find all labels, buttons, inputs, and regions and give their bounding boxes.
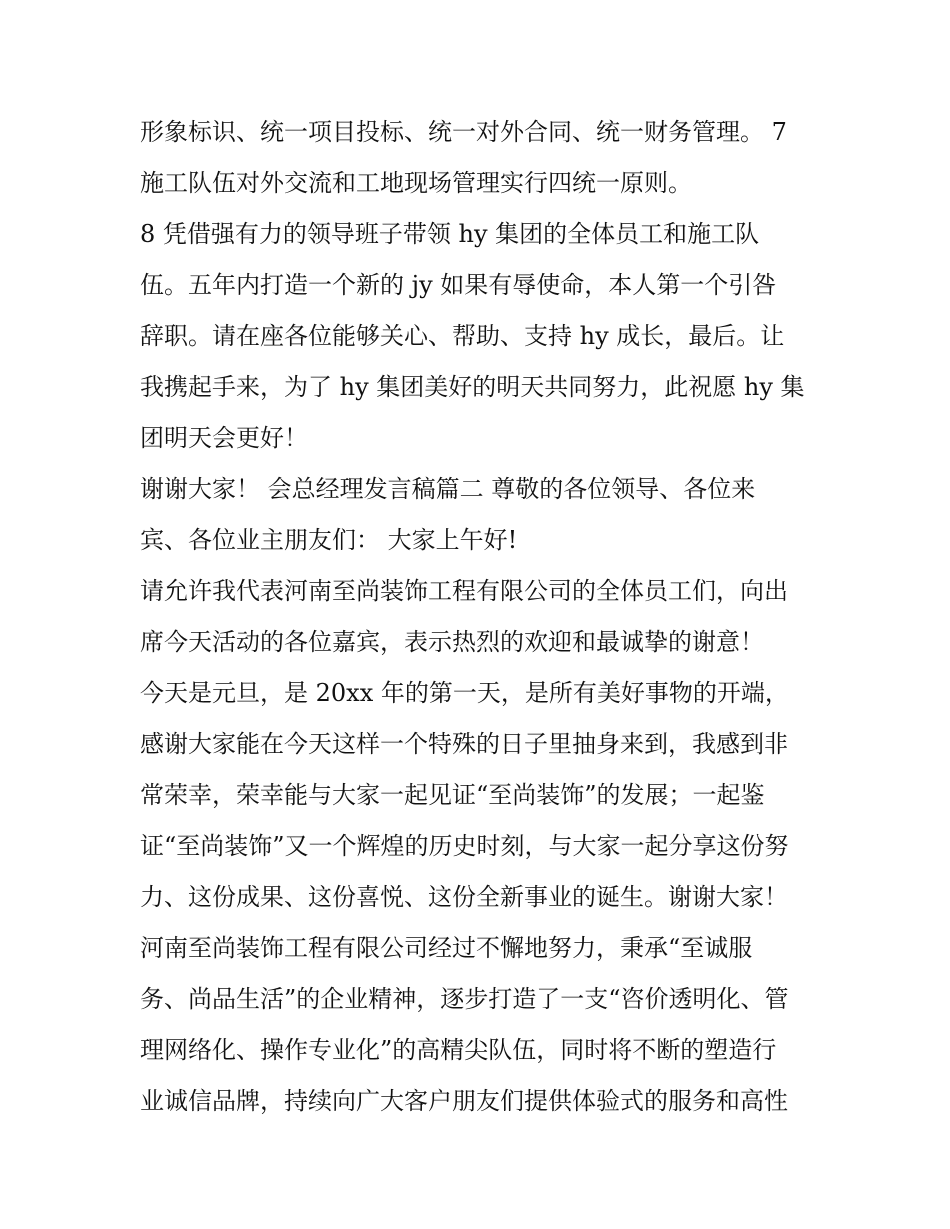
text-line: 感谢大家能在今天这样一个特殊的日子里抽身来到，我感到非 xyxy=(140,730,788,758)
text-line: 务、尚品生活”的企业精神，逐步打造了一支“咨价透明化、管 xyxy=(140,985,789,1013)
text-line: 8 凭借强有力的领导班子带领 hy 集团的全体员工和施工队 xyxy=(140,220,760,248)
text-line: 形象标识、统一项目投标、统一对外合同、统一财务管理。 7 xyxy=(140,118,787,146)
text-line: 请允许我代表河南至尚装饰工程有限公司的全体员工们，向出 xyxy=(140,577,788,605)
text-line: 业诚信品牌，持续向广大客户朋友们提供体验式的服务和高性 xyxy=(140,1087,788,1115)
text-line: 河南至尚装饰工程有限公司经过不懈地努力，秉承“至诚服 xyxy=(140,934,753,962)
text-line: 理网络化、操作专业化”的高精尖队伍，同时将不断的塑造行 xyxy=(140,1036,777,1064)
text-line: 谢谢大家！ 会总经理发言稿篇二 尊敬的各位领导、各位来 xyxy=(140,475,756,503)
body-text xyxy=(140,107,820,1127)
text-line: 施工队伍对外交流和工地现场管理实行四统一原则。 xyxy=(140,169,692,197)
text-line: 我携起手来，为了 hy 集团美好的明天共同努力，此祝愿 hy 集 xyxy=(140,373,805,401)
text-line: 今天是元旦，是 20xx 年的第一天，是所有美好事物的开端， xyxy=(140,679,789,707)
text-line: 席今天活动的各位嘉宾，表示热烈的欢迎和最诚挚的谢意！ xyxy=(140,628,764,656)
text-line: 常荣幸，荣幸能与大家一起见证“至尚装饰”的发展；一起鉴 xyxy=(140,781,765,809)
text-line: 证“至尚装饰”又一个辉煌的历史时刻，与大家一起分享这份努 xyxy=(140,832,789,860)
text-line: 力、这份成果、这份喜悦、这份全新事业的诞生。谢谢大家！ xyxy=(140,883,788,911)
text-line: 团明天会更好！ xyxy=(140,424,308,452)
text-line: 宾、各位业主朋友们： 大家上午好! xyxy=(140,526,518,554)
text-line: 辞职。请在座各位能够关心、帮助、支持 hy 成长，最后。让 xyxy=(140,322,785,350)
text-line: 伍。五年内打造一个新的 jy 如果有辱使命，本人第一个引咎 xyxy=(140,271,777,299)
